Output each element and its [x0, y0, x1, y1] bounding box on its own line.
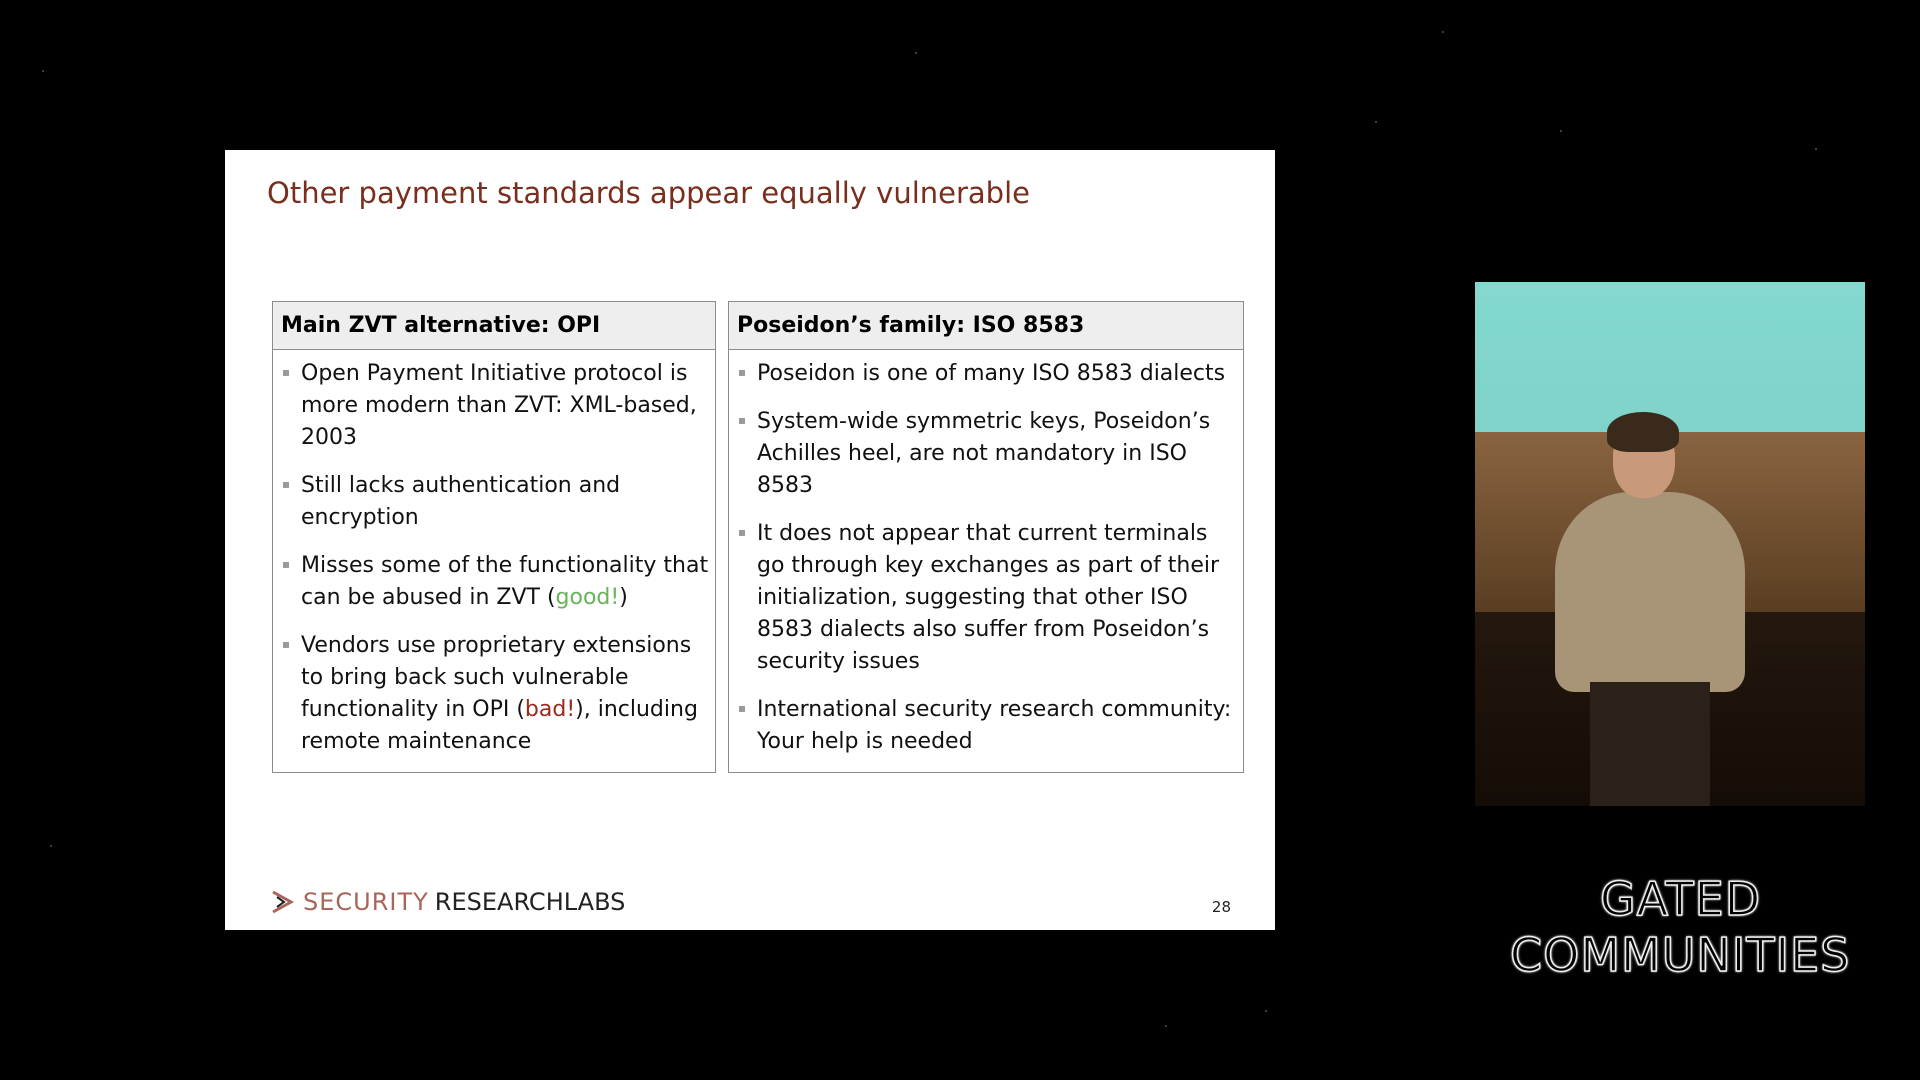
background-star: [1375, 121, 1377, 123]
watermark-line-1: GATED: [1600, 872, 1762, 926]
bullet-text: System-wide symmetric keys, Poseidon’s Achilles heel, are not mandatory in ISO 8583: [757, 409, 1211, 498]
speaker-hair: [1607, 412, 1679, 452]
slide-page-number: 28: [1211, 898, 1231, 916]
speaker-video-inset: [1475, 282, 1865, 806]
square-bullet-icon: [283, 642, 289, 648]
bullet-text: Still lacks authentication and encryption: [301, 473, 621, 530]
left-bullet-list: [273, 350, 715, 758]
logo-researchlabs-text: RESEARCHLABS: [434, 888, 626, 916]
background-star: [1442, 31, 1444, 33]
watermark-line-2: COMMUNITIES: [1510, 928, 1851, 982]
presentation-slide: [225, 150, 1275, 930]
bullet-text: Open Payment Initiative protocol is more modern than ZVT: XML-based, 2003: [301, 361, 697, 450]
background-star: [50, 845, 52, 847]
bad-highlight-text: bad!: [524, 697, 576, 722]
square-bullet-icon: [283, 562, 289, 568]
square-bullet-icon: [739, 530, 745, 536]
left-bullet-item: [283, 470, 709, 534]
background-star: [42, 70, 44, 72]
background-star: [1265, 1010, 1267, 1012]
bullet-text: International security research community: Your help is needed: [757, 697, 1232, 754]
square-bullet-icon: [283, 370, 289, 376]
right-bullet-item: [739, 694, 1237, 758]
srlabs-logo-icon: [269, 889, 295, 915]
slide-title: Other payment standards appear equally vulnerable: [267, 176, 1030, 210]
srlabs-logo: [269, 888, 625, 916]
background-star: [1165, 1025, 1167, 1027]
right-column-box: [728, 301, 1244, 773]
bullet-text: Vendors use proprietary extensions to bring back such vulnerable functionality in OPI (: [301, 633, 692, 722]
bullet-text: ): [619, 585, 628, 610]
right-bullet-item: [739, 518, 1237, 678]
bullet-text: Misses some of the functionality that can be abused in ZVT (: [301, 553, 709, 610]
left-bullet-item: [283, 358, 709, 454]
left-bullet-item: [283, 550, 709, 614]
speaker-legs: [1590, 682, 1710, 806]
right-column-header: Poseidon’s family: ISO 8583: [729, 302, 1243, 350]
left-column-header: Main ZVT alternative: OPI: [273, 302, 715, 350]
bullet-text: Poseidon is one of many ISO 8583 dialects: [757, 361, 1226, 386]
square-bullet-icon: [283, 482, 289, 488]
right-bullet-item: [739, 406, 1237, 502]
background-star: [1560, 130, 1562, 132]
left-bullet-item: [283, 630, 709, 758]
square-bullet-icon: [739, 370, 745, 376]
bullet-text: It does not appear that current terminals go through key exchanges as part of their initialization, suggesting that other ISO 8583 dialects also suffer from Poseidon’s security issues: [757, 521, 1220, 674]
square-bullet-icon: [739, 706, 745, 712]
bullet-text: ), including remote maintenance: [301, 697, 698, 754]
projection-screen: [1475, 282, 1865, 432]
background-star: [915, 52, 917, 54]
square-bullet-icon: [739, 418, 745, 424]
good-highlight-text: good!: [555, 585, 620, 610]
logo-security-text: SECURITY: [303, 888, 429, 916]
right-bullet-list: [729, 350, 1243, 758]
left-column-box: [272, 301, 716, 773]
background-star: [1815, 148, 1817, 150]
speaker-body: [1555, 492, 1745, 692]
right-bullet-item: [739, 358, 1237, 390]
